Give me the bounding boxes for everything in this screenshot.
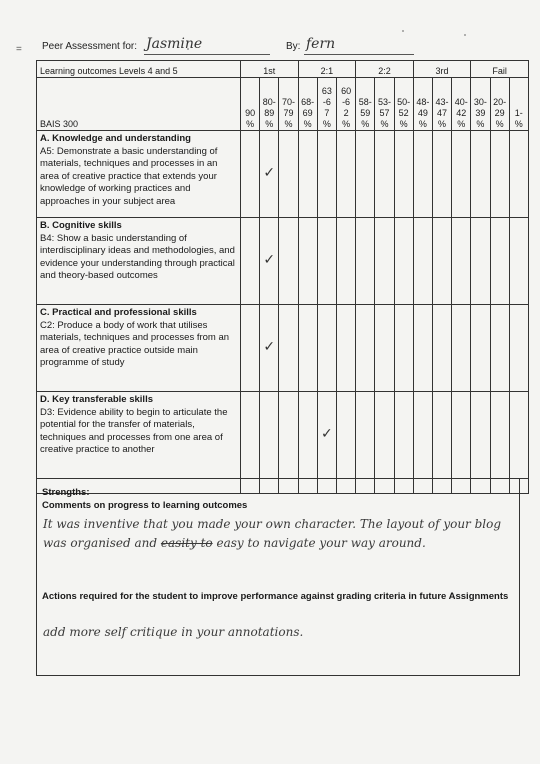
grade-cell[interactable]	[241, 305, 260, 392]
check-mark-icon: ✓	[263, 339, 276, 355]
check-mark-icon: ✓	[321, 426, 333, 442]
grade-cell[interactable]	[471, 305, 490, 392]
margin-mark: =	[16, 44, 22, 55]
percentage-column-header: 60 -6 2 %	[336, 78, 355, 131]
grade-cell[interactable]	[317, 392, 336, 479]
percentage-column-header: 43- 47 %	[432, 78, 451, 131]
learning-outcomes-grid	[36, 60, 529, 494]
module-code: BAIS 300	[37, 78, 241, 131]
grade-cell[interactable]	[413, 131, 432, 218]
by-label: By:	[286, 41, 301, 52]
grade-cell[interactable]	[509, 392, 528, 479]
grade-cell[interactable]	[336, 392, 355, 479]
grid-title: Learning outcomes Levels 4 and 5	[37, 61, 241, 78]
student-name: Jasmine	[146, 36, 203, 52]
band-header-row	[37, 61, 529, 78]
grade-cell[interactable]	[260, 218, 279, 305]
percentage-column-header: 1- %	[509, 78, 528, 131]
grade-cell[interactable]	[317, 218, 336, 305]
grade-cell[interactable]	[356, 131, 375, 218]
grade-cell[interactable]	[471, 218, 490, 305]
check-mark-icon: ✓	[263, 252, 276, 268]
grade-cell[interactable]	[298, 218, 317, 305]
grade-cell[interactable]	[413, 392, 432, 479]
grade-cell[interactable]	[260, 131, 279, 218]
outcome-description: D. Key transferable skills D3: Evidence ability to begin to articulate the potential for the transfer of materials, techniques and processes from one area of creative practice to another	[37, 392, 241, 479]
outcome-description: C. Practical and professional skills C2: Produce a body of work that utilises materials, techniques and processes from an area of creative practice outside main programme of study	[37, 305, 241, 392]
grade-cell[interactable]	[413, 218, 432, 305]
grade-cell[interactable]	[298, 305, 317, 392]
grade-cell[interactable]	[356, 305, 375, 392]
grade-cell[interactable]	[432, 305, 451, 392]
grade-cell[interactable]	[336, 131, 355, 218]
percentage-column-header: 90 %	[241, 78, 260, 131]
grade-cell[interactable]	[317, 131, 336, 218]
grade-cell[interactable]	[298, 392, 317, 479]
grade-cell[interactable]	[375, 218, 394, 305]
grade-cell[interactable]	[279, 131, 298, 218]
grade-cell[interactable]	[452, 392, 471, 479]
name-underline	[144, 54, 270, 55]
percentage-column-header: 20- 29 %	[490, 78, 509, 131]
grade-cell[interactable]	[260, 305, 279, 392]
grade-cell[interactable]	[394, 131, 413, 218]
grade-cell[interactable]	[452, 305, 471, 392]
outcome-row	[37, 218, 529, 305]
comments-box	[36, 478, 520, 676]
grade-cell[interactable]	[509, 218, 528, 305]
strengths-label: Strengths:	[42, 487, 90, 498]
grade-cell[interactable]	[279, 305, 298, 392]
grade-cell[interactable]	[471, 392, 490, 479]
grade-cell[interactable]	[375, 305, 394, 392]
band-label: 2:1	[298, 61, 356, 78]
grade-cell[interactable]	[432, 218, 451, 305]
grade-cell[interactable]	[490, 305, 509, 392]
grade-cell[interactable]	[260, 392, 279, 479]
grade-cell[interactable]	[413, 305, 432, 392]
grade-cell[interactable]	[356, 218, 375, 305]
grade-cell[interactable]	[241, 392, 260, 479]
outcome-description: B. Cognitive skills B4: Show a basic understanding of interdisciplinary ideas and methodologies, and evidence your understanding through practical and theory-based outcomes	[37, 218, 241, 305]
grade-cell[interactable]	[432, 131, 451, 218]
grade-cell[interactable]	[298, 131, 317, 218]
grade-cell[interactable]	[509, 131, 528, 218]
assessor-name: fern	[306, 36, 336, 52]
progress-label: Comments on progress to learning outcomes	[42, 500, 248, 511]
grade-cell[interactable]	[394, 392, 413, 479]
band-label: Fail	[471, 61, 529, 78]
percentage-column-header: 68- 69 %	[298, 78, 317, 131]
paper-speck	[402, 30, 404, 32]
check-mark-icon: ✓	[263, 165, 276, 181]
struck-word: easity to	[160, 536, 213, 550]
grade-cell[interactable]	[279, 218, 298, 305]
grade-cell[interactable]	[336, 218, 355, 305]
band-label: 3rd	[413, 61, 471, 78]
percentage-column-header: 40- 42 %	[452, 78, 471, 131]
band-label: 2:2	[356, 61, 414, 78]
grade-cell[interactable]	[356, 392, 375, 479]
grade-cell[interactable]	[394, 218, 413, 305]
outcome-description: A. Knowledge and understanding A5: Demonstrate a basic understanding of materials, techniques and processes in an area of creative practice that extends your knowledge of working practices and approaches in your subject area	[37, 131, 241, 218]
grade-cell[interactable]	[490, 131, 509, 218]
strengths-comment: It was inventive that you made your own character. The layout of your blog was organised and easity to easy to navigate your way around.	[43, 517, 502, 550]
grade-cell[interactable]	[241, 131, 260, 218]
grade-cell[interactable]	[317, 305, 336, 392]
grade-cell[interactable]	[336, 305, 355, 392]
assessor-underline	[304, 54, 414, 55]
grade-cell[interactable]	[452, 218, 471, 305]
percentage-column-header: 63 -6 7 %	[317, 78, 336, 131]
grade-cell[interactable]	[394, 305, 413, 392]
percentage-column-header: 53- 57 %	[375, 78, 394, 131]
outcome-row	[37, 305, 529, 392]
grade-cell[interactable]	[471, 131, 490, 218]
outcome-row	[37, 392, 529, 479]
grade-cell[interactable]	[375, 392, 394, 479]
percentage-column-header: 70- 79 %	[279, 78, 298, 131]
percentage-column-header: 30- 39 %	[471, 78, 490, 131]
percentage-row	[37, 78, 529, 131]
percentage-column-header: 80- 89 %	[260, 78, 279, 131]
actions-label: Actions required for the student to improve performance against grading criteria in future Assignments	[42, 591, 509, 602]
grade-cell[interactable]	[375, 131, 394, 218]
grade-cell[interactable]	[241, 218, 260, 305]
outcome-row	[37, 131, 529, 218]
percentage-column-header: 50- 52 %	[394, 78, 413, 131]
grade-cell[interactable]	[490, 392, 509, 479]
percentage-column-header: 48- 49 %	[413, 78, 432, 131]
percentage-column-header: 58- 59 %	[356, 78, 375, 131]
band-label: 1st	[241, 61, 299, 78]
grade-cell[interactable]	[452, 131, 471, 218]
grade-cell[interactable]	[509, 305, 528, 392]
grade-cell[interactable]	[432, 392, 451, 479]
paper-speck	[464, 34, 466, 36]
grade-cell[interactable]	[279, 392, 298, 479]
actions-comment: add more self critique in your annotations.	[43, 625, 304, 639]
grade-cell[interactable]	[490, 218, 509, 305]
peer-assessment-label: Peer Assessment for:	[42, 41, 138, 52]
